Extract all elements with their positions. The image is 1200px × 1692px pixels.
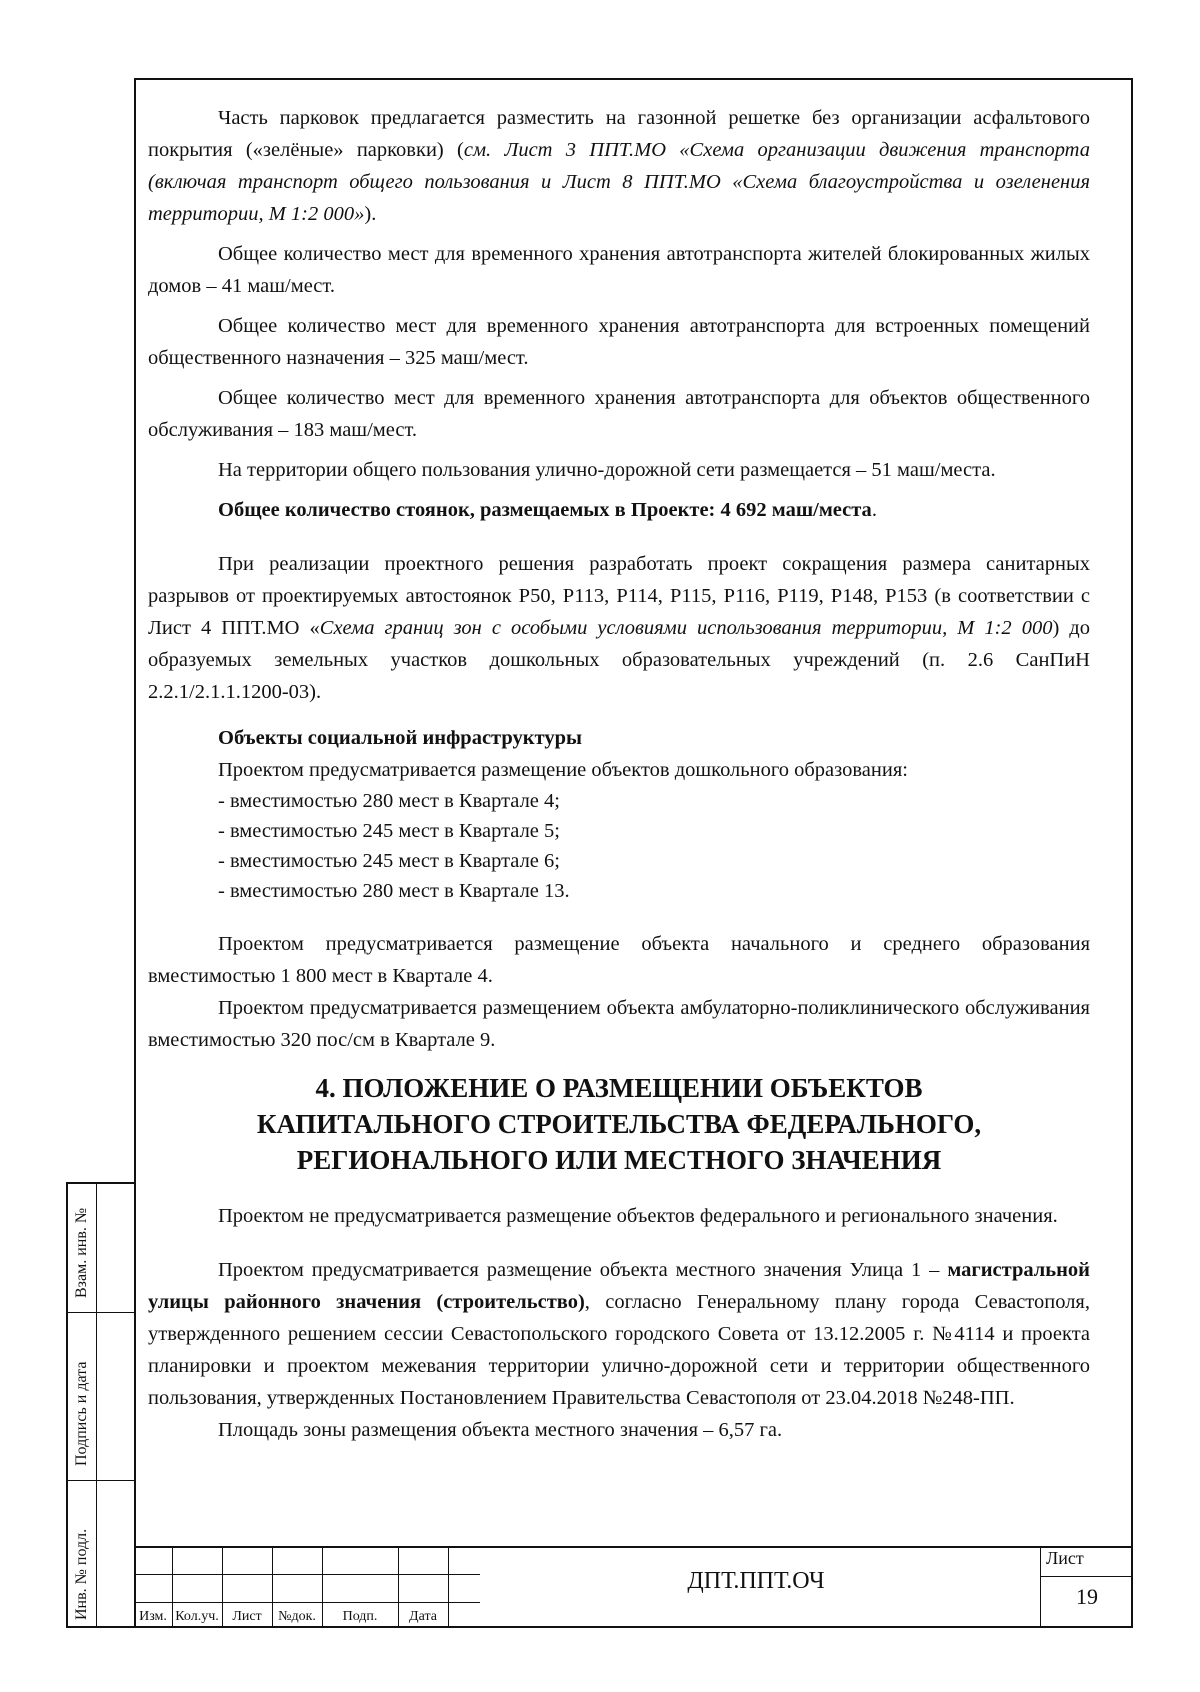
paragraph-local-street: Проектом предусматривается размещение объекта местного значения Улица 1 – магистральной улицы районного значения (строительство), согласно Генеральному плану города Севастополя, утвержденного решением сессии Севастопольского городского Совета от 13.12.2005 г. №4114 и проекта планировки и проектом межевания территории улично-дорожной сети и территории общественного пользования, утвержденных Постановлением Правительства Севастополя от 23.04.2018 №248-ПП. [148,1259,1090,1409]
social-heading: Объекты социальной инфраструктуры [218,727,583,749]
col-change: Изм. [139,1609,167,1624]
side-stamp [66,1182,134,1628]
paragraph-public-service-parking: Общее количество мест для временного хранения автотранспорта для объектов общественного обслуживания – 183 маш/мест. [148,387,1090,441]
paragraph-street-parking: На территории общего пользования улично-дорожной сети размещается – 51 маш/места. [218,459,996,481]
col-qty: Кол.уч. [175,1609,219,1624]
col-date: Дата [409,1609,437,1624]
paragraph-total-parking: Общее количество стоянок, размещаемых в Проекте: 4 692 маш/места. [218,499,877,521]
paragraph-green-parking: Часть парковок предлагается разместить на газонной решетке без организации асфальтового покрытия («зелёные» парковки) (см. Лист 3 ППТ.МО «Схема организации движения транспорта (включая транспорт общего пользования и Лист 8 ППТ.МО «Схема благоустройства и озеленения территории, М 1:2 000»). [148,107,1090,225]
list-item: - вместимостью 280 мест в Квартале 4; [218,790,560,812]
side-label-signature-date: Подпись и дата [73,1361,90,1466]
paragraph-sanitary-gaps: При реализации проектного решения разработать проект сокращения размера санитарных разрывов от проектируемых автостоянок Р50, Р113, Р114, Р115, Р116, Р119, Р148, Р153 (в соответствии с Лист 4 ППТ.МО «Схема границ зон с особыми условиями использования территории, М 1:2 000) до образуемых земельных участков дошкольных образовательных учреждений (п. 2.6 СанПиН 2.2.1/2.1.1.1200-03). [148,553,1090,703]
side-label-replacement: Взам. инв. № [73,1207,90,1298]
side-label-original-inventory: Инв. № подл. [73,1528,90,1620]
title-block [134,1546,1133,1628]
paragraph-school: Проектом предусматривается размещение объекта начального и среднего образования вместимостью 1 800 мест в Квартале 4. [148,933,1090,987]
paragraph-residents-parking: Общее количество мест для временного хранения автотранспорта жителей блокированных жилых домов – 41 маш/мест. [148,243,1090,297]
col-doc: №док. [278,1609,316,1624]
list-item: - вместимостью 245 мест в Квартале 6; [218,850,560,872]
col-sheet: Лист [232,1609,262,1624]
paragraph-builtin-parking: Общее количество мест для временного хранения автотранспорта для встроенных помещений общественного назначения – 325 маш/мест. [148,315,1090,369]
paragraph-no-federal: Проектом не предусматривается размещение объектов федерального и регионального значения. [218,1205,1058,1227]
paragraph-clinic: Проектом предусматривается размещением объекта амбулаторно-поликлинического обслуживания вместимостью 320 пос/см в Квартале 9. [148,997,1090,1051]
list-item: - вместимостью 280 мест в Квартале 13. [218,880,570,902]
sheet-label: Лист [1046,1548,1084,1568]
social-intro: Проектом предусматривается размещение объектов дошкольного образования: [218,759,908,781]
list-item: - вместимостью 245 мест в Квартале 5; [218,820,560,842]
section-title: 4. ПОЛОЖЕНИЕ О РАЗМЕЩЕНИИ ОБЪЕКТОВ КАПИТАЛЬНОГО СТРОИТЕЛЬСТВА ФЕДЕРАЛЬНОГО, РЕГИОНАЛЬНОГО ИЛИ МЕСТНОГО ЗНАЧЕНИЯ [256,1073,982,1175]
col-signature: Подп. [342,1609,378,1624]
sheet-number: 19 [1076,1584,1098,1609]
document-code: ДПТ.ППТ.ОЧ [687,1568,825,1594]
paragraph-area: Площадь зоны размещения объекта местного значения – 6,57 га. [218,1419,783,1441]
document-body [148,102,1090,1446]
social-list [148,786,1090,906]
